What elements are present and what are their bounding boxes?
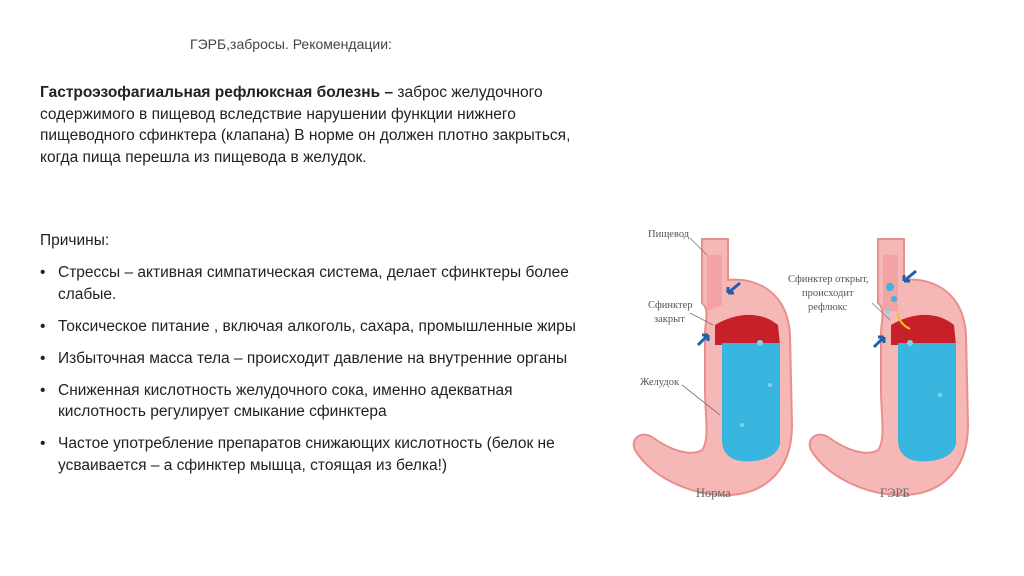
acid-bubble xyxy=(768,383,772,387)
causes-heading: Причины: xyxy=(40,232,110,249)
label-sphincter-open: Сфинктер открыт, xyxy=(788,274,869,285)
caption-normal: Норма xyxy=(696,486,731,500)
reflux-bubble xyxy=(886,309,891,314)
reflux-bubble xyxy=(891,296,897,302)
definition-term: Гастроэзофагиальная рефлюксная болезнь – xyxy=(40,84,394,101)
esophagus-gerd xyxy=(883,255,898,311)
reflux-bubble xyxy=(886,283,894,291)
cause-item: • Токсическое питание , включая алкоголь, сахара, промышленные жиры xyxy=(40,316,600,338)
caption-gerd: ГЭРБ xyxy=(880,486,910,500)
label-esophagus: Пищевод xyxy=(648,229,690,240)
definition-paragraph xyxy=(40,82,595,168)
stomach-normal xyxy=(634,229,792,500)
label-stomach: Желудок xyxy=(640,377,680,388)
slide-title: ГЭРБ,забросы. Рекомендации: xyxy=(190,36,392,52)
label-sphincter-closed: закрыт xyxy=(654,314,685,325)
label-sphincter-open: рефлюкс xyxy=(808,302,848,313)
cause-item: • Сниженная кислотность желудочного сока, именно адекватная кислотность регулирует смыкание сфинктера xyxy=(40,380,600,423)
cause-item: • Избыточная масса тела – происходит давление на внутренние органы xyxy=(40,348,600,370)
acid-bubble xyxy=(938,393,942,397)
label-sphincter-closed: Сфинктер xyxy=(648,300,693,311)
cause-item: • Стрессы – активная симпатическая система, делает сфинктеры более слабые. xyxy=(40,262,600,305)
acid-normal xyxy=(722,343,780,461)
acid-bubble xyxy=(757,340,763,346)
stomach-gerd xyxy=(788,239,968,500)
causes-list xyxy=(40,262,600,487)
acid-gerd xyxy=(898,343,956,461)
stomach-illustration xyxy=(610,225,1020,515)
acid-bubble xyxy=(907,340,913,346)
cause-item: • Частое употребление препаратов снижающих кислотность (белок не усваивается – а сфинктер мышца, стоящая из белка!) xyxy=(40,433,600,476)
acid-bubble xyxy=(740,423,744,427)
esophagus-normal xyxy=(707,255,722,311)
definition-text: заброс желудочного содержимого в пищевод вследствие нарушении функции нижнего пищеводного сфинктера (клапана) В норме он должен плотно закрыться, когда пища перешла из пищевода в желудок. xyxy=(40,84,571,166)
label-sphincter-open: происходит xyxy=(802,288,854,299)
